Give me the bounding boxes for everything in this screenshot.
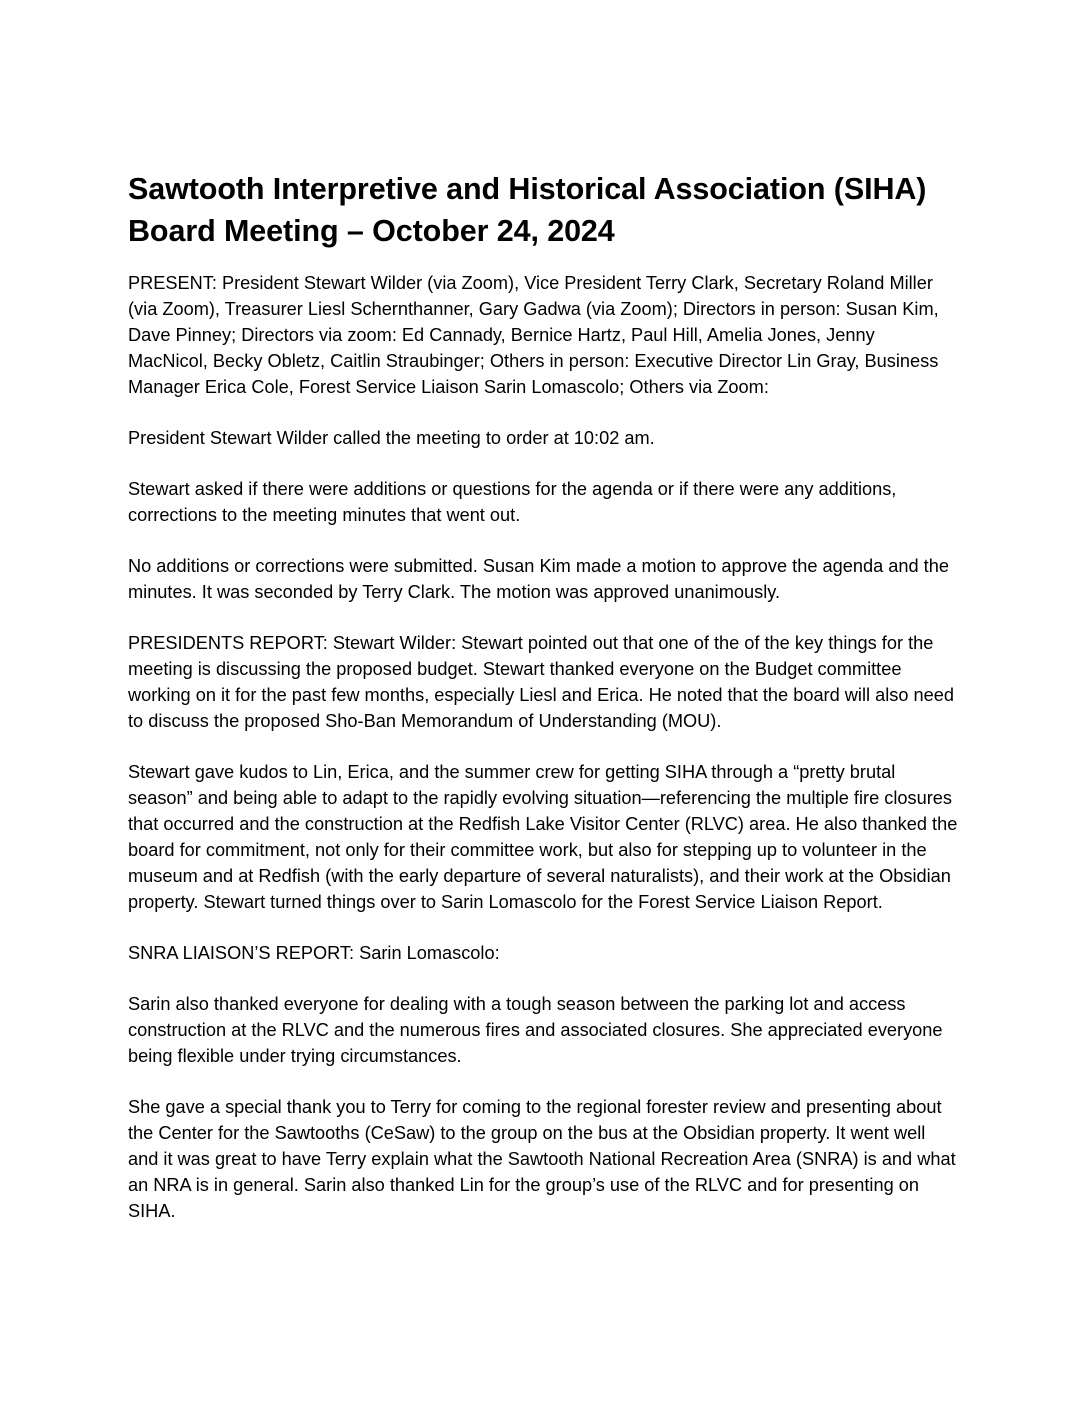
attendance-paragraph: PRESENT: President Stewart Wilder (via Zoom), Vice President Terry Clark, Secretary Roland Miller (via Zoom), Treasurer Liesl Schernthanner, Gary Gadwa (via Zoom); Directors in person: Susan Kim, Dave Pinney; Directors via zoom: Ed Cannady, Bernice Hartz, Paul Hill, Amelia Jones, Jenny MacNicol, Becky Obletz, Caitlin Straubinger; Others in person: Executive Director Lin Gray, Business Manager Erica Cole, Forest Service Liaison Sarin Lomascolo; Others via Zoom: xyxy=(128,273,939,397)
motion-paragraph: No additions or corrections were submitted. Susan Kim made a motion to approve the agenda and the minutes. It was seconded by Terry Clark. The motion was approved unanimously. xyxy=(128,556,949,602)
snra-liaison-heading: SNRA LIAISON’S REPORT: Sarin Lomascolo: xyxy=(128,943,500,963)
call-to-order-paragraph: President Stewart Wilder called the meeting to order at 10:02 am. xyxy=(128,428,655,448)
document-title: Sawtooth Interpretive and Historical Association (SIHA) Board Meeting – October 24, 2024 xyxy=(128,172,927,248)
agenda-question-paragraph: Stewart asked if there were additions or questions for the agenda or if there were any additions, corrections to the meeting minutes that went out. xyxy=(128,479,897,525)
document-page xyxy=(128,168,958,1249)
kudos-paragraph: Stewart gave kudos to Lin, Erica, and the summer crew for getting SIHA through a “pretty brutal season” and being able to adapt to the rapidly evolving situation—referencing the multiple fire closures that occurred and the construction at the Redfish Lake Visitor Center (RLVC) area. He also thanked the board for commitment, not only for their committee work, but also for stepping up to volunteer in the museum and at Redfish (with the early departure of several naturalists), and their work at the Obsidian property. Stewart turned things over to Sarin Lomascolo for the Forest Service Liaison Report. xyxy=(128,762,958,912)
presidents-report-paragraph: PRESIDENTS REPORT: Stewart Wilder: Stewart pointed out that one of the of the key things for the meeting is discussing the proposed budget. Stewart thanked everyone on the Budget committee working on it for the past few months, especially Liesl and Erica. He noted that the board will also need to discuss the proposed Sho-Ban Memorandum of Understanding (MOU). xyxy=(128,633,954,731)
liaison-thanks-paragraph: Sarin also thanked everyone for dealing with a tough season between the parking lot and access construction at the RLVC and the numerous fires and associated closures. She appreciated everyone being flexible under trying circumstances. xyxy=(128,994,943,1066)
special-thanks-paragraph: She gave a special thank you to Terry for coming to the regional forester review and presenting about the Center for the Sawtooths (CeSaw) to the group on the bus at the Obsidian property. It went well and it was great to have Terry explain what the Sawtooth National Recreation Area (SNRA) is and what an NRA is in general. Sarin also thanked Lin for the group’s use of the RLVC and for presenting on SIHA. xyxy=(128,1097,956,1221)
